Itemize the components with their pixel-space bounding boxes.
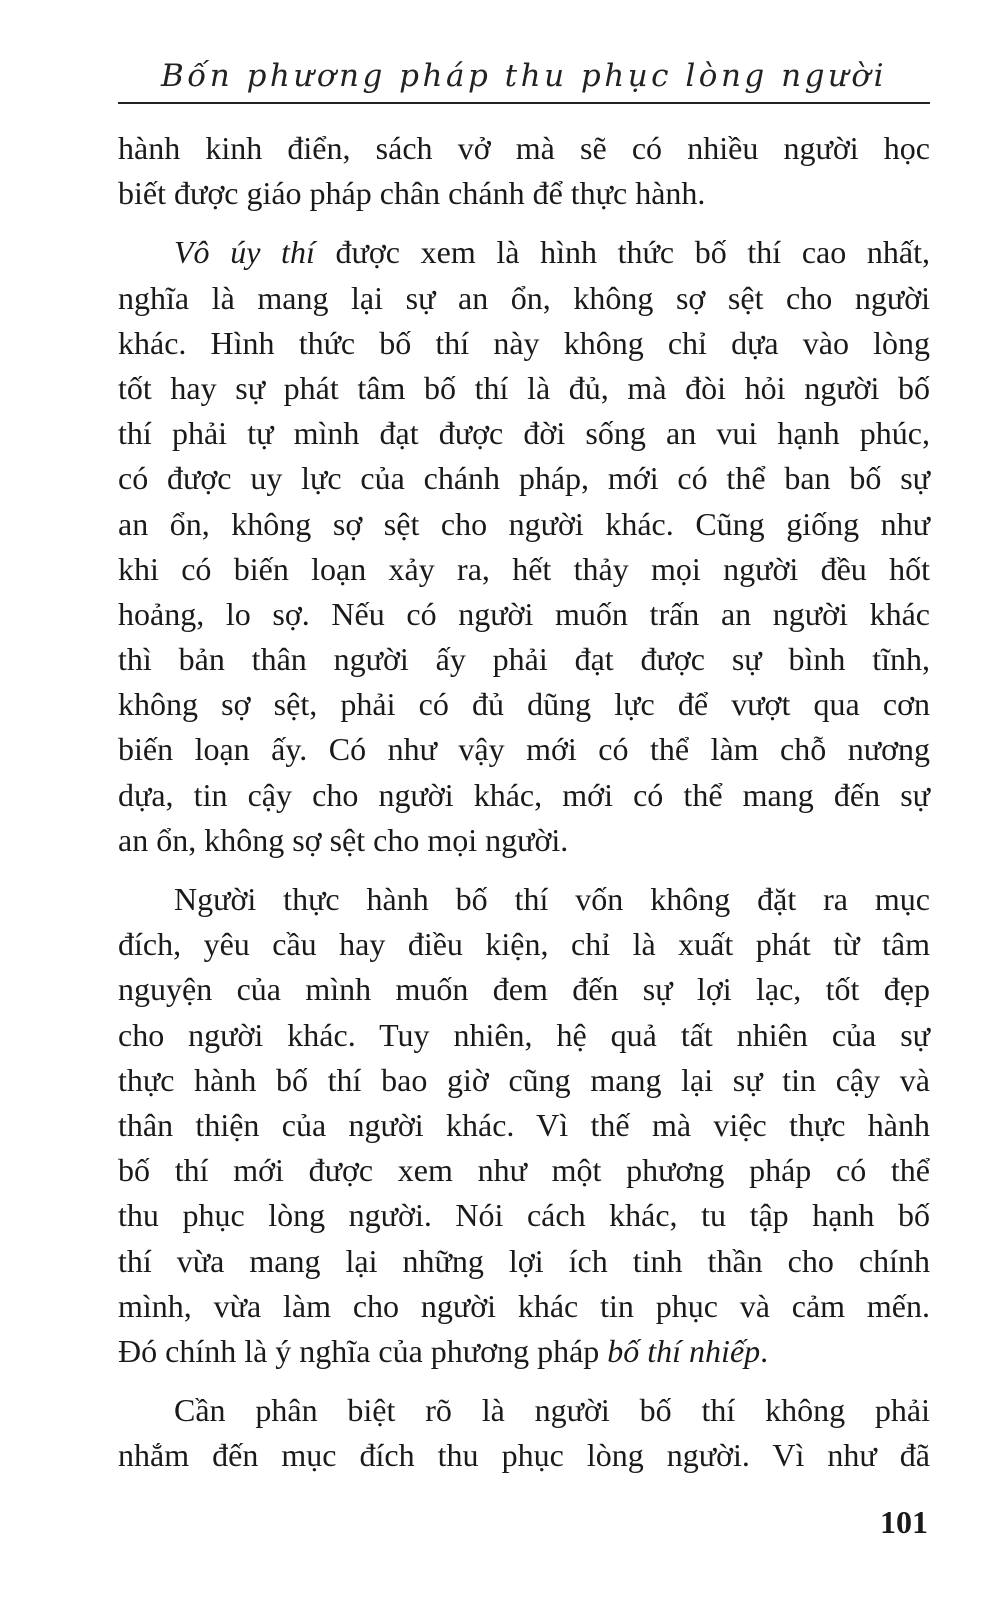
text-line: nhắm đến mục đích thu phục lòng người. Vì như đã (118, 1437, 930, 1474)
text-line: Người thực hành bố thí vốn không đặt ra mục (174, 881, 930, 917)
emphasis-term: Vô úy thí (174, 234, 315, 271)
text-line: Đó chính là ý nghĩa của phương pháp bố thí nhiếp. (118, 1332, 769, 1369)
page-number: 101 (880, 1504, 928, 1540)
text-line: đích, yêu cầu hay điều kiện, chỉ là xuất phát từ tâm (118, 926, 930, 963)
text-line: bố thí mới được xem như một phương pháp có thể (118, 1152, 930, 1189)
text-line: thân thiện của người khác. Vì thế mà việc thực hành (118, 1106, 930, 1143)
paragraph (118, 126, 930, 216)
paragraph (118, 1388, 930, 1478)
text-line: dựa, tin cậy cho người khác, mới có thể mang đến sự (118, 776, 930, 813)
text-line: nguyện của mình muốn đem đến sự lợi lạc, tốt đẹp (118, 971, 930, 1008)
text-line: có được uy lực của chánh pháp, mới có thể ban bố sự (118, 460, 930, 497)
text-line: Cần phân biệt rõ là người bố thí không phải (174, 1392, 930, 1429)
text-line: không sợ sệt, phải có đủ dũng lực để vượt qua cơn (118, 686, 930, 723)
text-line: cho người khác. Tuy nhiên, hệ quả tất nhiên của sự (118, 1016, 930, 1053)
paragraph (118, 877, 930, 1374)
text-line: nghĩa là mang lại sự an ổn, không sợ sệt cho người (118, 279, 930, 316)
text-line: biết được giáo pháp chân chánh để thực hành. (118, 175, 706, 212)
text-line: thực hành bố thí bao giờ cũng mang lại sự tin cậy và (118, 1061, 930, 1098)
running-header (118, 52, 930, 104)
running-header-title: Bốn phương pháp thu phục lòng người (161, 58, 887, 94)
text-line: Vô úy thí được xem là hình thức bố thí cao nhất, (174, 234, 931, 271)
text-line: thí phải tự mình đạt được đời sống an vui hạnh phúc, (118, 415, 930, 452)
text-line: biến loạn ấy. Có như vậy mới có thể làm chỗ nương (118, 731, 930, 768)
text-line: an ổn, không sợ sệt cho người khác. Cũng giống như (118, 505, 930, 542)
text-line: mình, vừa làm cho người khác tin phục và cảm mến. (118, 1287, 930, 1324)
paragraph (118, 230, 930, 863)
text-line: khác. Hình thức bố thí này không chỉ dựa vào lòng (118, 324, 930, 361)
text-line: tốt hay sự phát tâm bố thí là đủ, mà đòi hỏi người bố (118, 369, 930, 406)
page-body (118, 126, 930, 1478)
text-line: thì bản thân người ấy phải đạt được sự bình tĩnh, (118, 641, 930, 678)
emphasis-term: bố thí nhiếp (607, 1332, 761, 1369)
text-line: hoảng, lo sợ. Nếu có người muốn trấn an người khác (118, 595, 930, 632)
text-line: thu phục lòng người. Nói cách khác, tu tập hạnh bố (118, 1197, 930, 1234)
text-line: hành kinh điển, sách vở mà sẽ có nhiều người học (118, 130, 930, 166)
text-line: khi có biến loạn xảy ra, hết thảy mọi người đều hốt (118, 550, 930, 587)
text-line: an ổn, không sợ sệt cho mọi người. (118, 821, 569, 858)
text-line: thí vừa mang lại những lợi ích tinh thần cho chính (118, 1242, 930, 1279)
